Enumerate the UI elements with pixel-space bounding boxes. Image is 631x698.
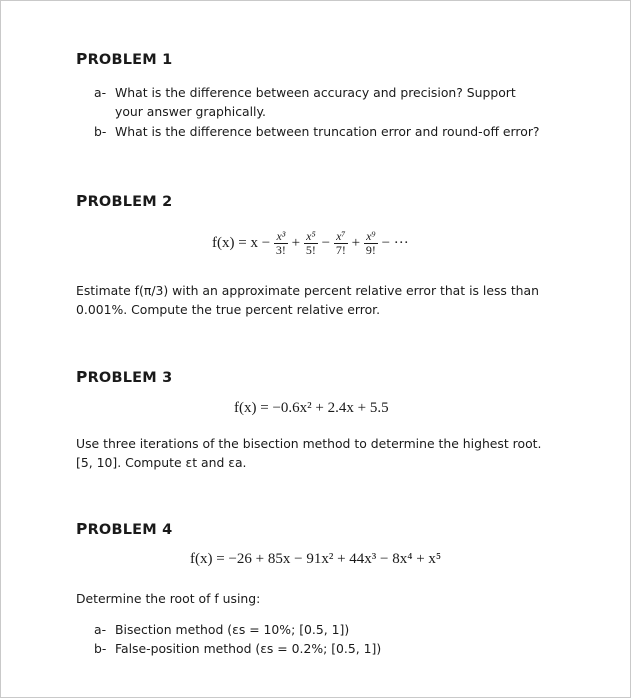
fraction-term: $\frac{\text{x⁷}}{7!}$ bbox=[335, 229, 346, 257]
equation-lhs: f(x) = x − bbox=[212, 234, 271, 251]
fraction-term: $\frac{\text{x³}}{3!}$ bbox=[275, 229, 286, 257]
item-marker: a- bbox=[94, 622, 107, 637]
fraction-term: $\frac{\text{x⁵}}{5!}$ bbox=[305, 229, 316, 257]
problem-3-heading: PROBLEM 3 bbox=[76, 368, 173, 386]
item-text: Bisection method (εs = 10%; [0.5, 1]) bbox=[115, 622, 350, 637]
problem-2-heading: PROBLEM 2 bbox=[76, 192, 173, 210]
problem-1-item-a bbox=[94, 83, 564, 123]
fraction-term: $\frac{\text{x⁹}}{9!}$ bbox=[365, 229, 376, 257]
problem-3-text: Use three iterations of the bisection method to determine the highest root. [5, 10]. Compute εt and εa. bbox=[76, 436, 542, 470]
item-text: False-position method (εs = 0.2%; [0.5, 1]) bbox=[115, 641, 382, 656]
taylor-series-equation: f(x) = x − $\frac{\text{x³}}{3!}$ + $\frac{\text{x⁵}}{5!}$ − $\frac{\text{x⁷}}{7!}$ + $\frac{\text{x⁹}}{9!}$ − ··· bbox=[212, 229, 409, 257]
problem-3-equation: f(x) = −0.6x² + 2.4x + 5.5 bbox=[234, 400, 389, 416]
problem-4-item-b bbox=[94, 639, 564, 659]
item-marker: b- bbox=[94, 124, 107, 139]
problem-2-text: Estimate f(π/3) with an approximate percent relative error that is less than 0.001%. Compute the true percent relative error. bbox=[76, 283, 539, 317]
item-text: What is the difference between truncation error and round-off error? bbox=[115, 124, 540, 139]
problem-1-heading: PROBLEM 1 bbox=[76, 50, 173, 68]
series-ellipsis: − ··· bbox=[381, 234, 409, 251]
item-text: What is the difference between accuracy and precision? Support your answer graphically. bbox=[115, 85, 516, 119]
problem-4-intro: Determine the root of f using: bbox=[76, 591, 261, 606]
item-marker: b- bbox=[94, 641, 107, 656]
problem-4-heading: PROBLEM 4 bbox=[76, 520, 173, 538]
item-marker: a- bbox=[94, 85, 107, 100]
problem-1-item-b bbox=[94, 122, 564, 142]
problem-4-equation: f(x) = −26 + 85x − 91x² + 44x³ − 8x⁴ + x⁵ bbox=[190, 551, 442, 567]
problem-4-item-a bbox=[94, 620, 564, 640]
